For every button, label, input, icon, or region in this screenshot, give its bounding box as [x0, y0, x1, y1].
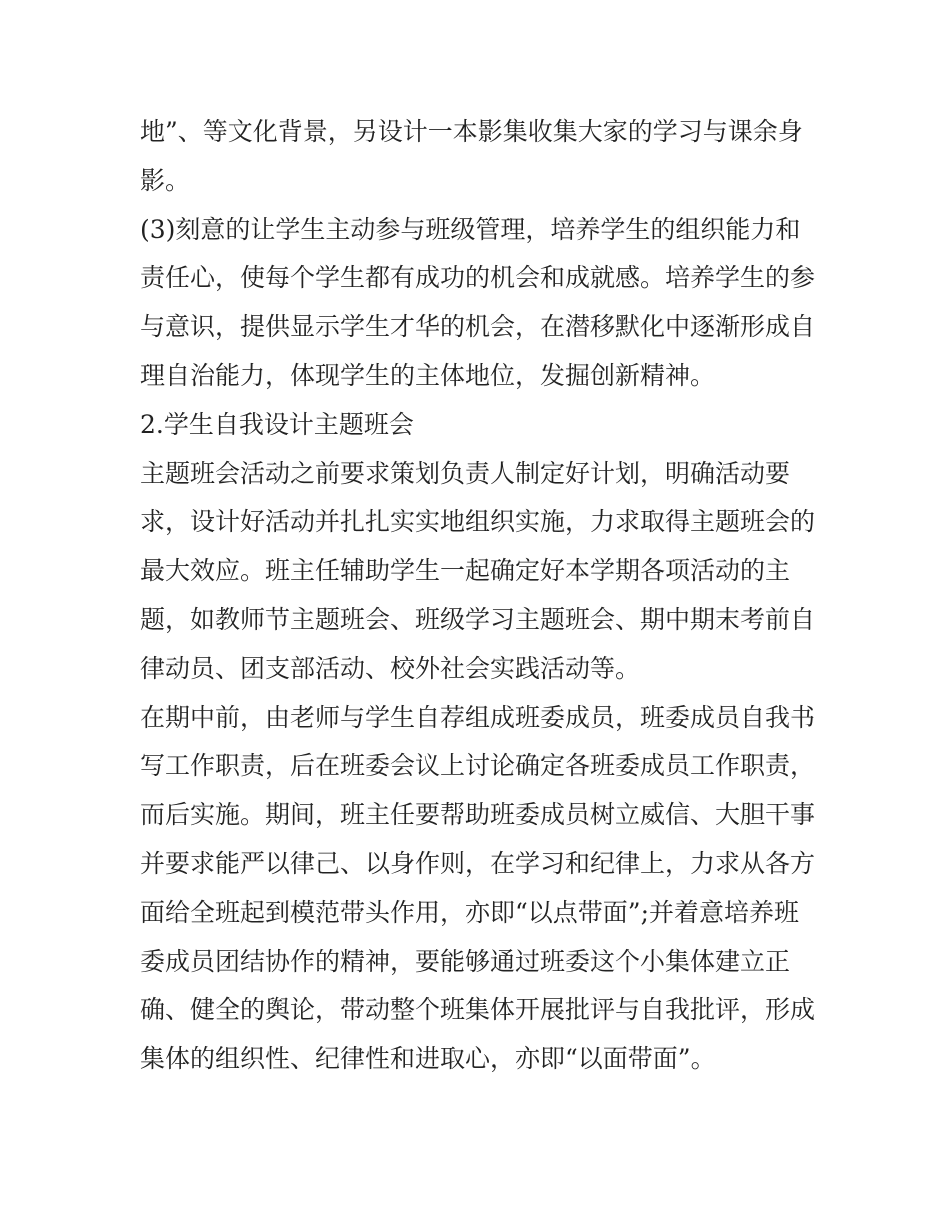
text-line: 题，如教师节主题班会、班级学习主题班会、期中期末考前自	[140, 604, 816, 634]
body-text	[140, 108, 830, 1084]
text-line: 律动员、团支部活动、校外社会实践活动等。	[140, 653, 641, 683]
text-line: 在期中前，由老师与学生自荐组成班委成员，班委成员自我书	[140, 702, 816, 732]
text-line: 而后实施。期间，班主任要帮助班委成员树立威信、大胆干事	[140, 800, 816, 830]
text-line: 并要求能严以律己、以身作则，在学习和纪律上，力求从各方	[140, 848, 816, 878]
text-line: 集体的组织性、纪律性和进取心，亦即“以面带面”。	[140, 1044, 716, 1074]
section-heading: 2.学生自我设计主题班会	[140, 409, 414, 439]
text-line: 责任心，使每个学生都有成功的机会和成就感。培养学生的参	[140, 263, 816, 293]
text-line: 与意识，提供显示学生才华的机会，在潜移默化中逐渐形成自	[140, 312, 816, 342]
text-line: 主题班会活动之前要求策划负责人制定好计划，明确活动要	[140, 458, 791, 488]
text-line: 影。	[140, 165, 191, 195]
text-line: 写工作职责，后在班委会议上讨论确定各班委成员工作职责，	[140, 751, 816, 781]
text-line: 地”、等文化背景，另设计一本影集收集大家的学习与课余身	[140, 117, 803, 146]
text-line: 最大效应。班主任辅助学生一起确定好本学期各项活动的主	[140, 556, 791, 586]
text-line: 面给全班起到模范带头作用，亦即“以点带面”;并着意培养班	[140, 897, 799, 927]
text-line: 确、健全的舆论，带动整个班集体开展批评与自我批评，形成	[140, 995, 816, 1025]
text-line: (3)刻意的让学生主动参与班级管理，培养学生的组织能力和	[140, 214, 801, 244]
text-line: 理自治能力，体现学生的主体地位，发掘创新精神。	[140, 360, 716, 390]
text-line: 委成员团结协作的精神，要能够通过班委这个小集体建立正	[140, 946, 791, 976]
text-line: 求，设计好活动并扎扎实实地组织实施，力求取得主题班会的	[140, 507, 816, 537]
